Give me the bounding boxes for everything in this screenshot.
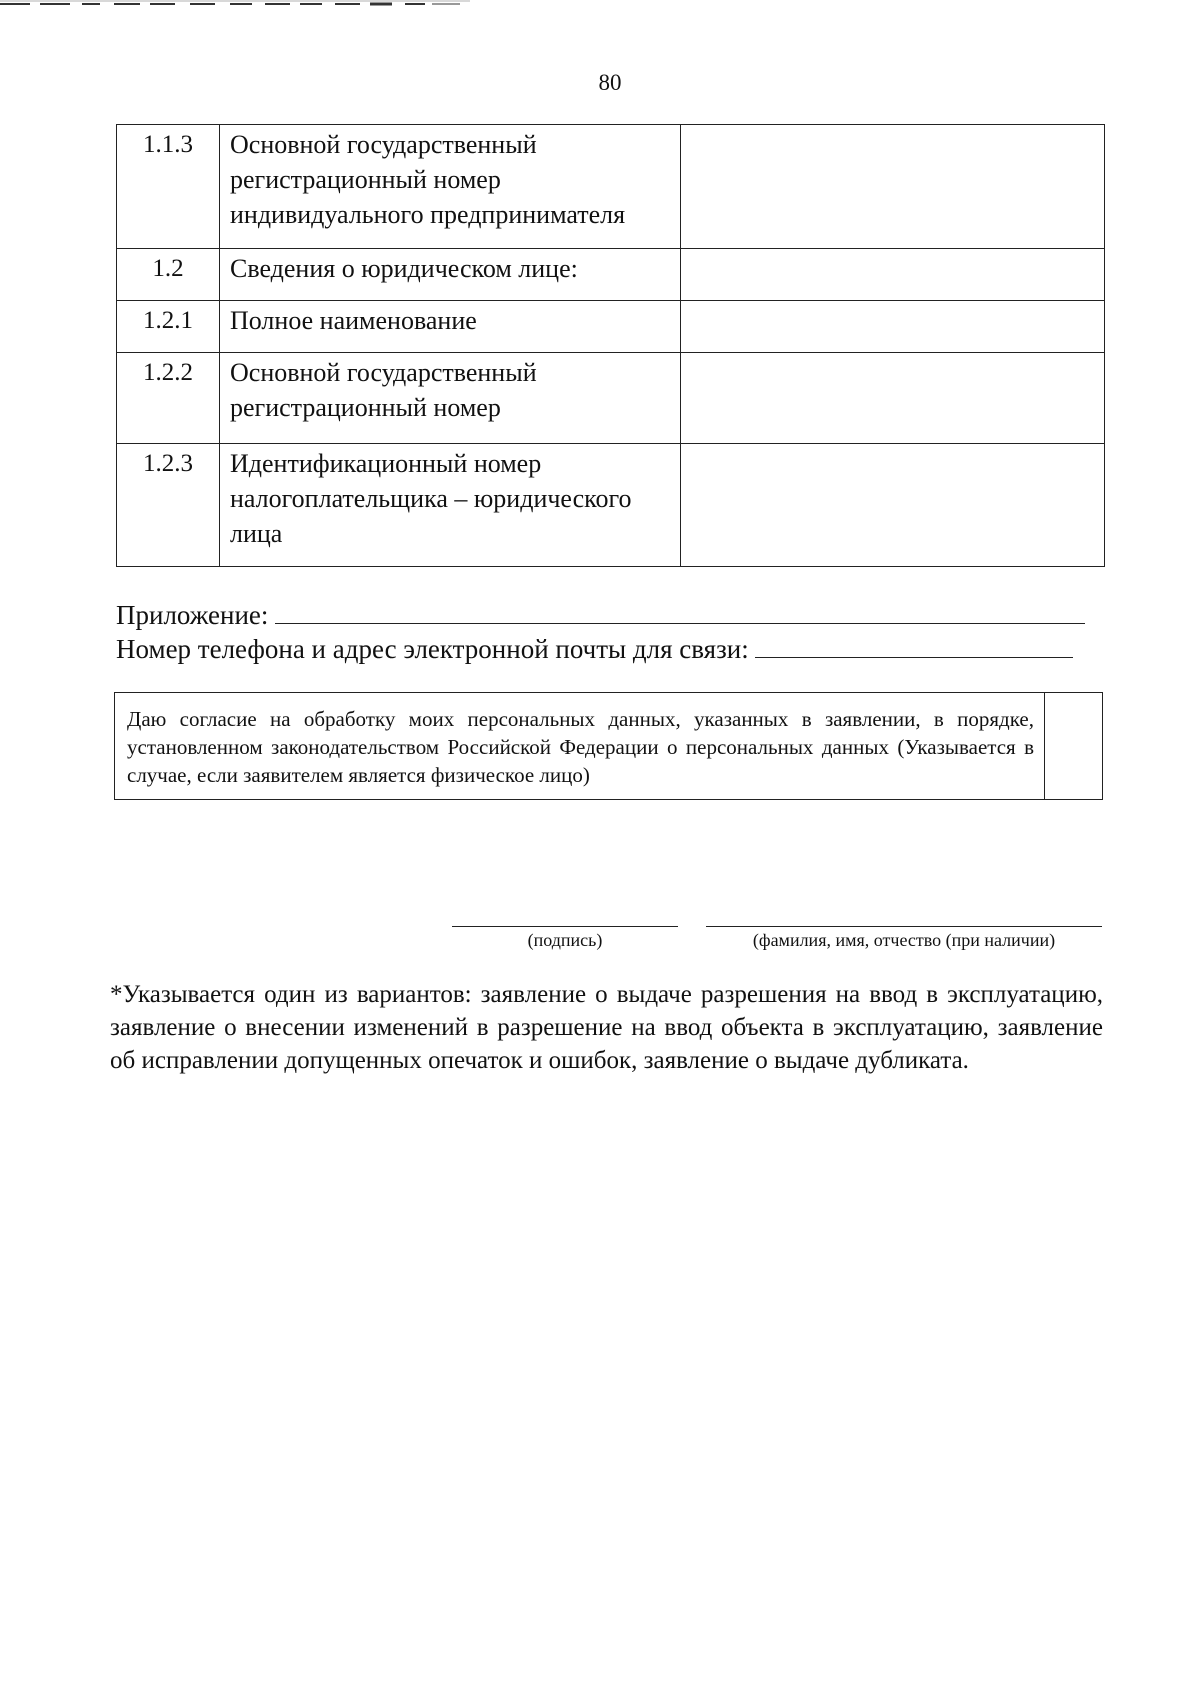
table-row — [117, 444, 1105, 567]
table-row — [117, 353, 1105, 444]
page-number: 80 — [598, 70, 622, 95]
signature-caption: (подпись) — [527, 930, 603, 950]
row-label: Идентификационный номер налогоплательщика – юридического лица — [220, 444, 681, 567]
contact-label: Номер телефона и адрес электронной почты для связи: — [116, 634, 749, 664]
attachment-line — [116, 600, 1085, 631]
table-row — [117, 125, 1105, 249]
row-label: Основной государственный регистрационный номер индивидуального предпринимателя — [220, 125, 681, 249]
full-name-caption: (фамилия, имя, отчество (при наличии) — [752, 930, 1056, 950]
full-name-line[interactable] — [706, 926, 1102, 927]
table-row — [117, 301, 1105, 353]
row-number: 1.2.3 — [117, 444, 220, 567]
row-number: 1.2 — [117, 249, 220, 301]
row-label: Сведения о юридическом лице: — [220, 249, 681, 301]
scan-artifact-marks — [0, 0, 470, 8]
consent-text: Даю согласие на обработку моих персональных данных, указанных в заявлении, в порядке, установленном законодательством Российской Федерации о персональных данных (Указывается в случае, если заявителем является физическое лицо) — [115, 693, 1045, 800]
row-label: Основной государственный регистрационный номер — [220, 353, 681, 444]
footnote: *Указывается один из вариантов: заявление о выдаче разрешения на ввод в эксплуатацию, заявление о внесении изменений в разрешение на ввод объекта в эксплуатацию, заявление об исправлении допущенных опечаток и ошибок, заявление о выдаче дубликата. — [110, 981, 1103, 1074]
applicant-info-table — [116, 124, 1105, 567]
row-number: 1.2.1 — [117, 301, 220, 353]
consent-checkbox[interactable] — [1045, 693, 1103, 800]
table-row — [117, 249, 1105, 301]
row-value-cell[interactable] — [681, 125, 1105, 249]
signature-line[interactable] — [452, 926, 678, 927]
row-value-cell[interactable] — [681, 444, 1105, 567]
attachment-field[interactable] — [275, 601, 1085, 624]
contact-field[interactable] — [755, 635, 1073, 658]
contact-line — [116, 634, 1073, 665]
row-value-cell[interactable] — [681, 353, 1105, 444]
consent-block — [114, 692, 1103, 800]
row-label: Полное наименование — [220, 301, 681, 353]
row-number: 1.2.2 — [117, 353, 220, 444]
row-number: 1.1.3 — [117, 125, 220, 249]
attachment-label: Приложение: — [116, 600, 269, 630]
row-value-cell[interactable] — [681, 249, 1105, 301]
row-value-cell[interactable] — [681, 301, 1105, 353]
